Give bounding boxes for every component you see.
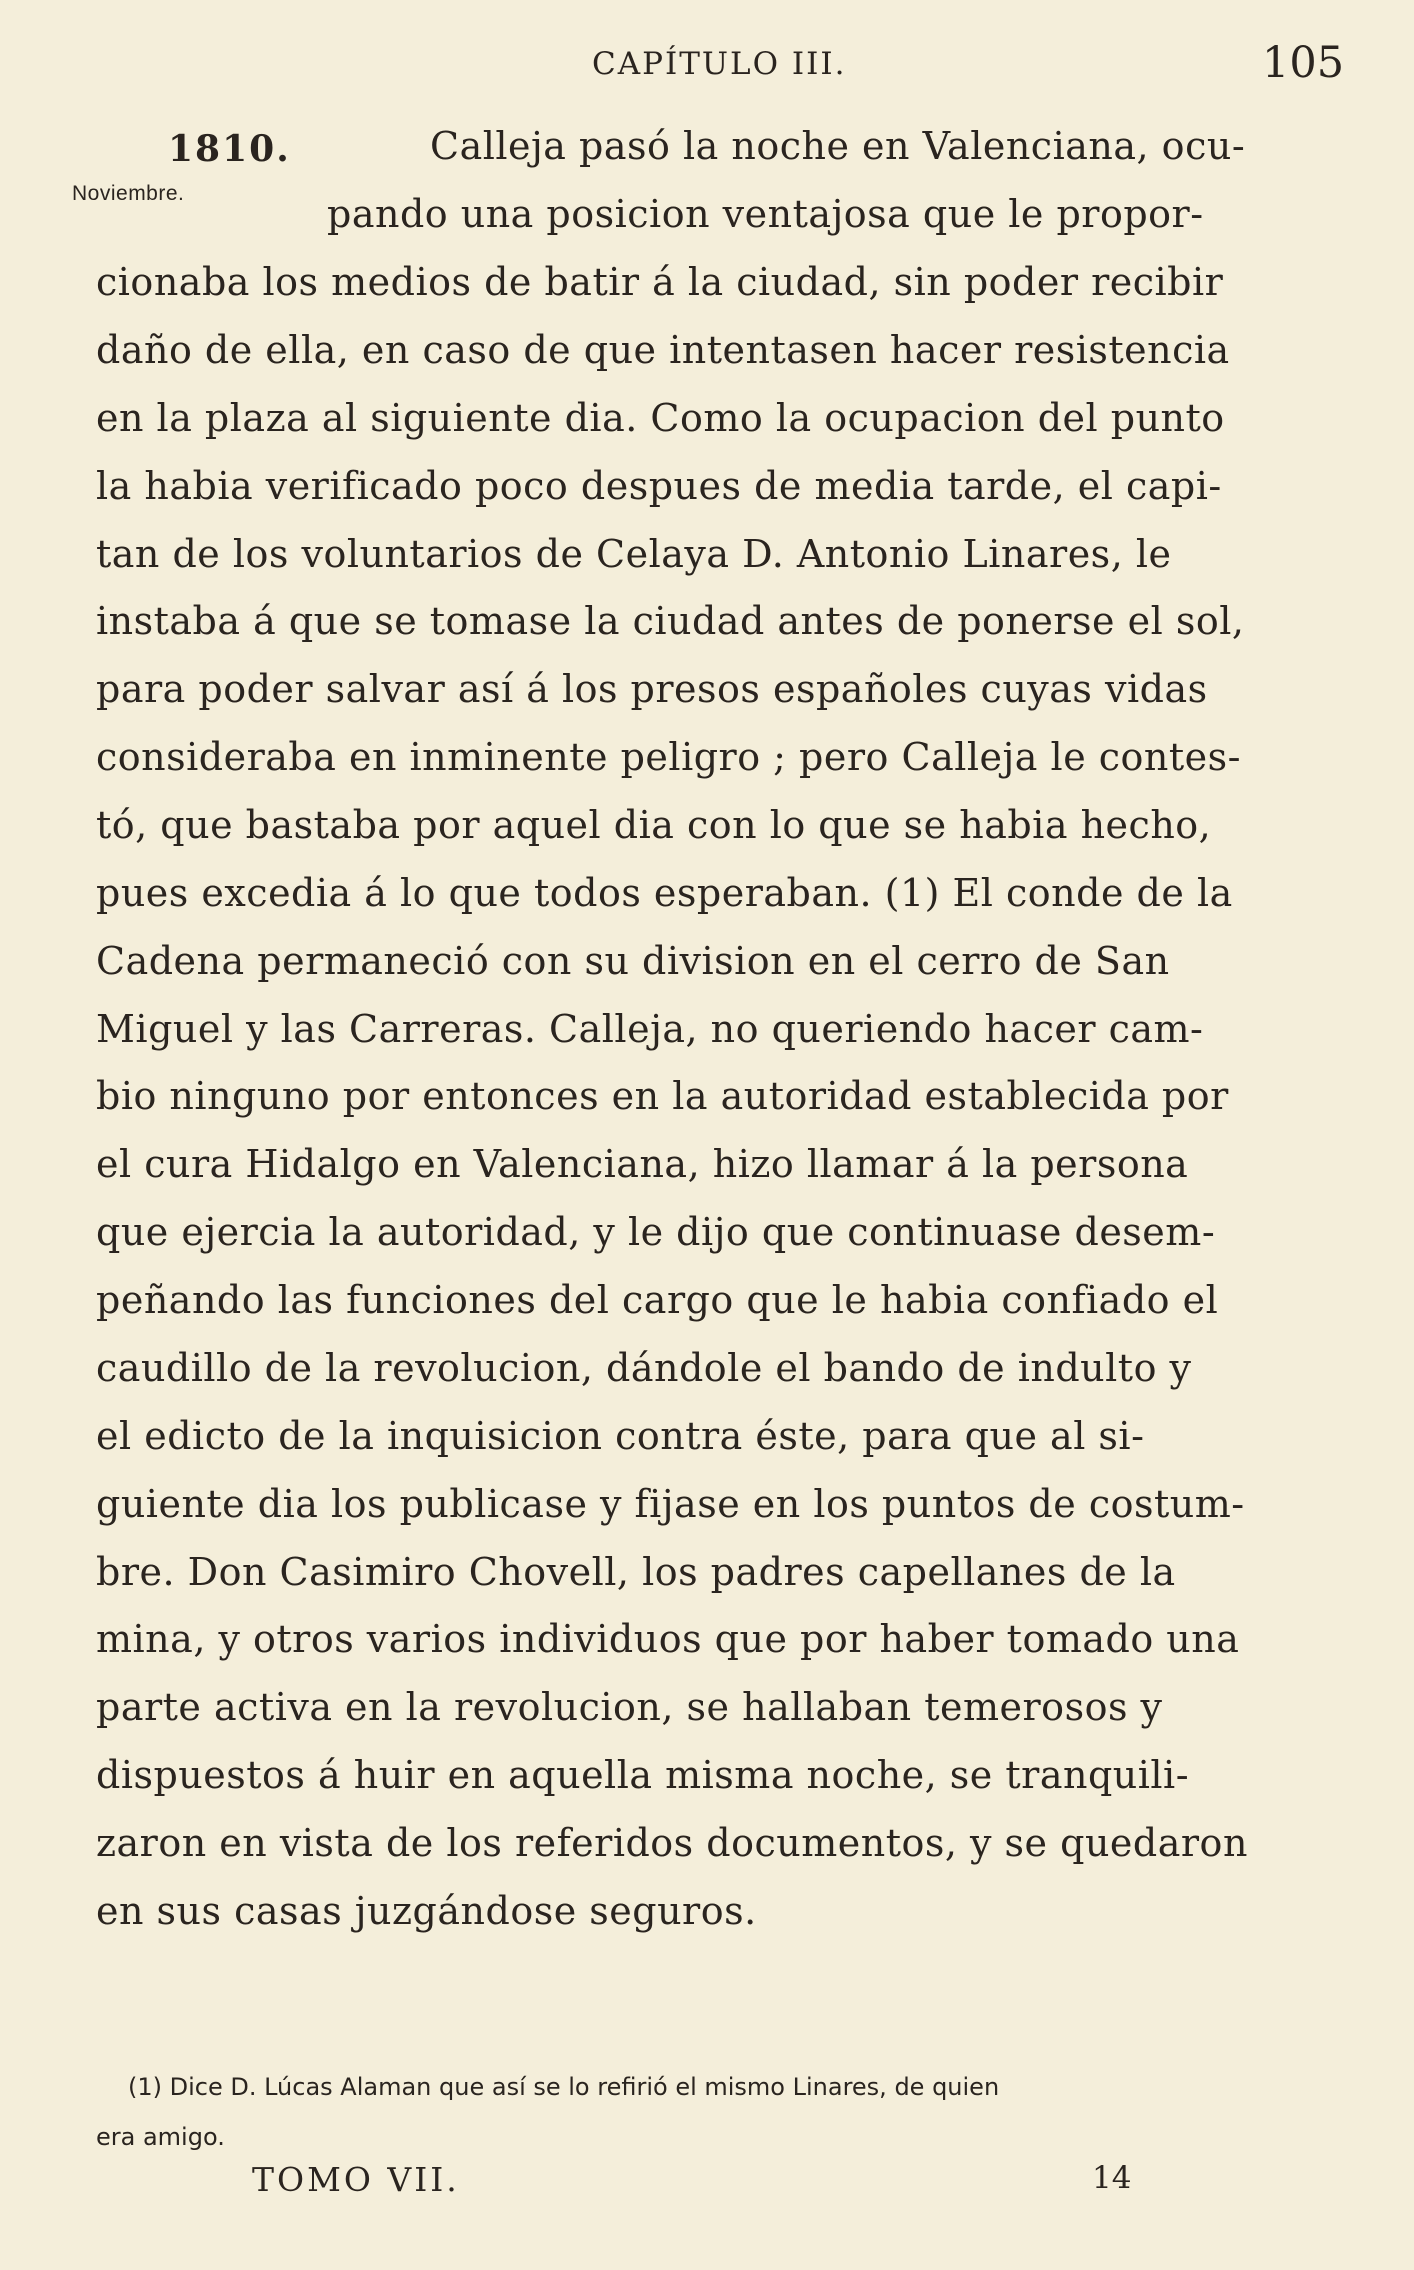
body-line: tó, que bastaba por aquel dia con lo que se habia hecho, bbox=[96, 803, 1212, 847]
running-head bbox=[0, 38, 1414, 98]
body-line: dispuestos á huir en aquella misma noche, se tranquili- bbox=[96, 1753, 1190, 1797]
body-line: Calleja pasó la noche en Valenciana, ocu- bbox=[430, 124, 1246, 168]
body-line: caudillo de la revolucion, dándole el bando de indulto y bbox=[96, 1346, 1192, 1390]
body-line: mina, y otros varios individuos que por haber tomado una bbox=[96, 1617, 1240, 1661]
page-number: 105 bbox=[1262, 38, 1345, 88]
body-line: cionaba los medios de batir á la ciudad, sin poder recibir bbox=[96, 260, 1224, 304]
body-line: peñando las funciones del cargo que le habia confiado el bbox=[96, 1278, 1219, 1322]
body-line: la habia verificado poco despues de media tarde, el capi- bbox=[96, 464, 1222, 508]
body-line: en sus casas juzgándose seguros. bbox=[96, 1889, 757, 1933]
body-line: el edicto de la inquisicion contra éste, para que al si- bbox=[96, 1414, 1145, 1458]
body-line bbox=[96, 1949, 1326, 2009]
body-line: consideraba en inminente peligro ; pero Calleja le contes- bbox=[96, 735, 1241, 779]
body-line: para poder salvar así á los presos españoles cuyas vidas bbox=[96, 667, 1208, 711]
body-line: Cadena permaneció con su division en el cerro de San bbox=[96, 939, 1170, 983]
body-line: daño de ella, en caso de que intentasen hacer resistencia bbox=[96, 328, 1230, 372]
body-line: bio ninguno por entonces en la autoridad establecida por bbox=[96, 1074, 1229, 1118]
volume-label: TOMO VII. bbox=[252, 2160, 460, 2199]
margin-year: 1810. bbox=[168, 128, 291, 170]
body-line: instaba á que se tomase la ciudad antes de ponerse el sol, bbox=[96, 599, 1245, 643]
body-line: pues excedia á lo que todos esperaban. (1) El conde de la bbox=[96, 871, 1233, 915]
margin-month: Noviembre. bbox=[72, 182, 185, 205]
body-line: bre. Don Casimiro Chovell, los padres capellanes de la bbox=[96, 1550, 1176, 1594]
body-line: zaron en vista de los referidos documentos, y se quedaron bbox=[96, 1821, 1248, 1865]
body-line: guiente dia los publicase y fijase en los puntos de costum- bbox=[96, 1482, 1245, 1526]
printer-signature: 14 bbox=[1092, 2160, 1132, 2196]
body-line: en la plaza al siguiente dia. Como la ocupacion del punto bbox=[96, 396, 1225, 440]
body-line: tan de los voluntarios de Celaya D. Antonio Linares, le bbox=[96, 532, 1172, 576]
footnote-line: era amigo. bbox=[96, 2123, 225, 2151]
chapter-title: CAPÍTULO III. bbox=[592, 46, 847, 82]
page-footer bbox=[0, 2160, 1414, 2220]
body-line: Miguel y las Carreras. Calleja, no queriendo hacer cam- bbox=[96, 1007, 1204, 1051]
body-line: pando una posicion ventajosa que le propor- bbox=[327, 192, 1204, 236]
footnote-line: (1) Dice D. Lúcas Alaman que así se lo refirió el mismo Linares, de quien bbox=[128, 2073, 1000, 2101]
body-line: que ejercia la autoridad, y le dijo que continuase desem- bbox=[96, 1210, 1216, 1254]
body-line: parte activa en la revolucion, se hallaban temerosos y bbox=[96, 1685, 1163, 1729]
body-line: el cura Hidalgo en Valenciana, hizo llamar á la persona bbox=[96, 1142, 1189, 1186]
